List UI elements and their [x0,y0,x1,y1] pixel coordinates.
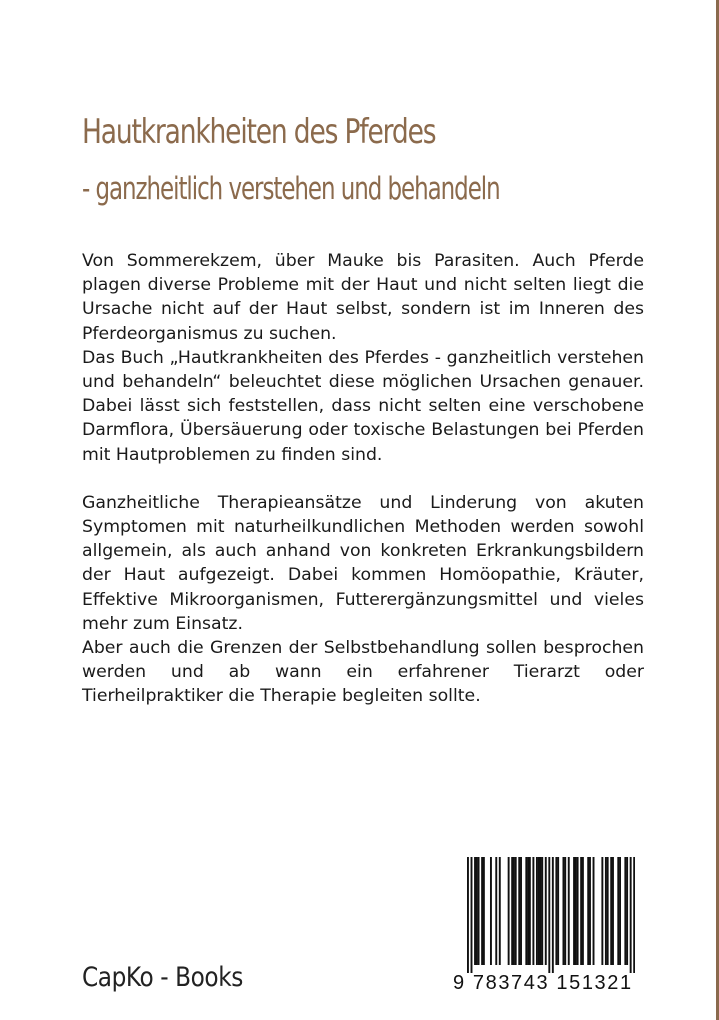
barcode-bar [589,857,591,965]
barcode-bar [548,857,550,973]
barcode-bar [619,857,621,965]
barcode-bar [532,857,534,965]
title-line-2: - ganzheitlich verstehen und behandeln [82,171,500,207]
barcode-bar [593,857,595,965]
blurb-paragraph-2: Das Buch „Hautkrankheiten des Pferdes - ganzheitlich verstehen und behandeln“ beleuchtet diese möglichen Ursachen genauer. Dabei lässt sich feststellen, dass nicht selten eine verschobene Darmflora, Übersäuerung oder toxische Belastungen bei Pferden mit Hautproblemen zu finden sind. [82,347,644,465]
barcode-bar [577,857,579,965]
barcode-bar [490,857,492,965]
isbn-barcode-block [453,853,637,1001]
barcode-bar [580,857,582,965]
barcode-bar [536,857,538,965]
barcode-bar [518,857,520,965]
barcode-bar [513,857,515,965]
title-line-1: Hautkrankheiten des Pferdes [82,112,436,152]
blurb-text [82,249,644,709]
barcode-bar [557,857,559,965]
isbn-number: 9 783743 151321 [453,972,633,994]
barcode-graphic [467,857,635,973]
paragraph-spacer [82,467,644,491]
barcode-bar [478,857,480,965]
barcode-bar [476,857,478,965]
barcode-bar [515,857,517,965]
barcode-bar [633,857,635,973]
blurb-paragraph-1: Von Sommerekzem, über Mauke bis Parasiten. Auch Pferde plagen diverse Probleme mit der Haut und nicht selten liegt die Ursache nicht auf der Haut selbst, sondern ist im Inneren des Pferdeorganismus zu suchen. [82,251,644,344]
barcode-bar [610,857,612,965]
barcode-bar [575,857,577,965]
barcode-bar [495,857,497,965]
barcode-bar [520,857,522,965]
barcode-bar [529,857,531,965]
barcode-bar [474,857,476,965]
barcode-bar [538,857,540,965]
barcode-bar [555,857,557,965]
barcode-bar [552,857,554,973]
barcode-bar [511,857,513,965]
barcode-bar [481,857,483,965]
barcode-bar [483,857,485,965]
barcode-bar [508,857,510,965]
barcode-bar [545,857,547,965]
barcode-bar [624,857,626,965]
barcode-bar [612,857,614,965]
barcode-bar [541,857,543,965]
blurb-paragraph-4: Aber auch die Grenzen der Selbstbehandlung sollen besprochen werden und ab wann ein erfahrener Tierarzt oder Tierheilpraktiker die Therapie begleiten sollte. [82,638,644,707]
barcode-bar [568,857,570,965]
barcode-bar [605,857,607,965]
barcode-bar [562,857,564,965]
barcode-bar [525,857,527,965]
barcode-bar [617,857,619,965]
blurb-paragraph-3: Ganzheitliche Therapieansätze und Linderung von akuten Symptomen mit naturheilkundlichen Methoden werden sowohl allgemein, als auch anhand von konkreten Erkrankungsbildern der Haut aufgezeigt. Dabei kommen Homöopathie, Kräuter, Effektive Mikroorganismen, Futterergänzungsmittel und vieles mehr zum Einsatz. [82,492,644,634]
barcode-bar [601,857,603,965]
barcode-bar [467,857,469,973]
barcode-bar [573,857,575,965]
barcode-bar [587,857,589,965]
barcode-bar [564,857,566,965]
barcode-bar [499,857,501,965]
publisher-logo-text: CapKo - Books [82,962,243,993]
barcode-bar [471,857,473,973]
barcode-bar [540,857,542,965]
barcode-bar [527,857,529,965]
barcode-bar [630,857,632,973]
barcode-bar [582,857,584,965]
barcode-bar [626,857,628,965]
barcode-bar [607,857,609,965]
